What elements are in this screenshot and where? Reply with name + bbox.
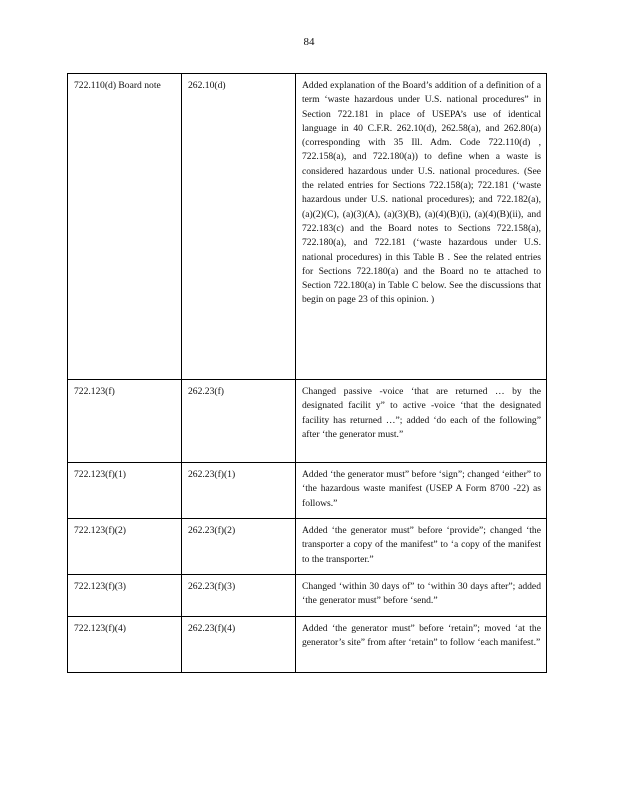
- description-cell: Added ‘the generator must” before ‘retain”; moved ‘at the generator’s site” from after ‘retain” to follow ‘each manifest.”: [296, 617, 547, 673]
- table-row: [68, 575, 547, 617]
- federal-section-cell: 262.23(f)(4): [182, 617, 296, 673]
- federal-section-cell: 262.10(d): [182, 74, 296, 380]
- table-row: [68, 380, 547, 463]
- illinois-section-cell: 722.123(f): [68, 380, 182, 463]
- amendments-table: [67, 73, 547, 673]
- federal-section-cell: 262.23(f)(3): [182, 575, 296, 617]
- table-row: [68, 74, 547, 380]
- page-number: 84: [303, 36, 315, 48]
- table-row: [68, 519, 547, 575]
- federal-section-cell: 262.23(f): [182, 380, 296, 463]
- illinois-section-cell: 722.123(f)(3): [68, 575, 182, 617]
- federal-section-cell: 262.23(f)(2): [182, 519, 296, 575]
- table-row: [68, 463, 547, 519]
- illinois-section-cell: 722.123(f)(2): [68, 519, 182, 575]
- description-cell: Added ‘the generator must” before ‘provide”; changed ‘the transporter a copy of the manifest” to ‘a copy of the manifest to the transporter.”: [296, 519, 547, 575]
- description-cell: Added ‘the generator must” before ‘sign”; changed ‘either” to ‘the hazardous waste manifest (USEP A Form 8700 -22) as follows.”: [296, 463, 547, 519]
- illinois-section-cell: 722.110(d) Board note: [68, 74, 182, 380]
- federal-section-cell: 262.23(f)(1): [182, 463, 296, 519]
- description-cell: Changed passive -voice ‘that are returned … by the designated facilit y” to active -voice ‘that the designated facility has returned …”; added ‘do each of the following” after ‘the generator must.”: [296, 380, 547, 463]
- illinois-section-cell: 722.123(f)(4): [68, 617, 182, 673]
- illinois-section-cell: 722.123(f)(1): [68, 463, 182, 519]
- description-cell: Changed ‘within 30 days of” to ‘within 30 days after”; added ‘the generator must” before ‘send.”: [296, 575, 547, 617]
- table-row: [68, 617, 547, 673]
- description-cell: Added explanation of the Board’s addition of a definition of a term ‘waste hazardous under U.S. national procedures” in Section 722.181 in place of USEPA’s use of identical language in 40 C.F.R. 262.10(d), 262.58(a), and 262.80(a) (corresponding with 35 Ill. Adm. Code 722.110(d) , 722.158(a), and 722.180(a)) to define when a waste is considered hazardous under U.S. national procedures. (See the related entries for Sections 722.158(a); 722.181 (‘waste hazardous under U.S. national procedures); and 722.182(a), (a)(2)(C), (a)(3)(A), (a)(3)(B), (a)(4)(B)(i), (a)(4)(B)(ii), and 722.183(c) and the Board notes to Sections 722.158(a), 722.180(a), and 722.181 (‘waste hazardous under U.S. national procedures) in this Table B . See the related entries for Sections 722.180(a) and the Board no te attached to Section 722.180(a) in Table C below. See the discussions that begin on page 23 of this opinion. ): [296, 74, 547, 380]
